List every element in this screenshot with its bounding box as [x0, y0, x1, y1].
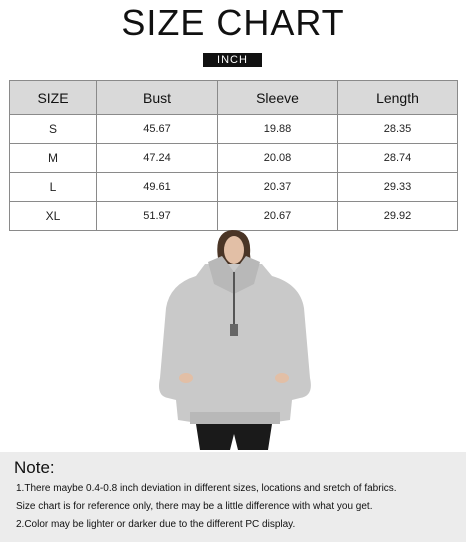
table-row [10, 202, 458, 231]
unit-badge: INCH [203, 53, 262, 67]
sleeve-cell: 20.67 [218, 202, 338, 231]
sleeve-cell: 20.08 [218, 144, 338, 173]
bust-cell: 51.97 [97, 202, 218, 231]
table-row [10, 144, 458, 173]
note-line: Size chart is for reference only, there may be a little difference with what you get. [16, 501, 373, 512]
table-header-row [10, 81, 458, 115]
size-cell: S [10, 115, 97, 144]
page-title: SIZE CHART [121, 2, 345, 43]
sleeve-cell: 19.88 [218, 115, 338, 144]
bust-cell: 47.24 [97, 144, 218, 173]
left-hand [179, 373, 193, 383]
model-face [224, 236, 244, 264]
size-cell: L [10, 173, 97, 202]
sweatshirt-waistband [190, 412, 280, 424]
zipper-pull [230, 324, 238, 336]
bust-cell: 49.61 [97, 173, 218, 202]
model-pants [196, 424, 272, 450]
size-cell: XL [10, 202, 97, 231]
length-cell: 29.33 [338, 173, 458, 202]
size-cell: M [10, 144, 97, 173]
note-section [0, 452, 466, 542]
column-header-bust: Bust [97, 81, 218, 115]
length-cell: 28.74 [338, 144, 458, 173]
column-header-length: Length [338, 81, 458, 115]
note-title: Note: [14, 458, 55, 477]
length-cell: 29.92 [338, 202, 458, 231]
column-header-size: SIZE [10, 81, 97, 115]
note-line: 1.There maybe 0.4-0.8 inch deviation in different sizes, locations and sretch of fabrics. [16, 483, 397, 494]
right-hand [275, 373, 289, 383]
sleeve-cell: 20.37 [218, 173, 338, 202]
size-chart-table [9, 80, 458, 231]
note-line: 2.Color may be lighter or darker due to the different PC display. [16, 519, 296, 530]
product-photo [0, 228, 466, 450]
bust-cell: 45.67 [97, 115, 218, 144]
length-cell: 28.35 [338, 115, 458, 144]
column-header-sleeve: Sleeve [218, 81, 338, 115]
table-row [10, 173, 458, 202]
table-row [10, 115, 458, 144]
